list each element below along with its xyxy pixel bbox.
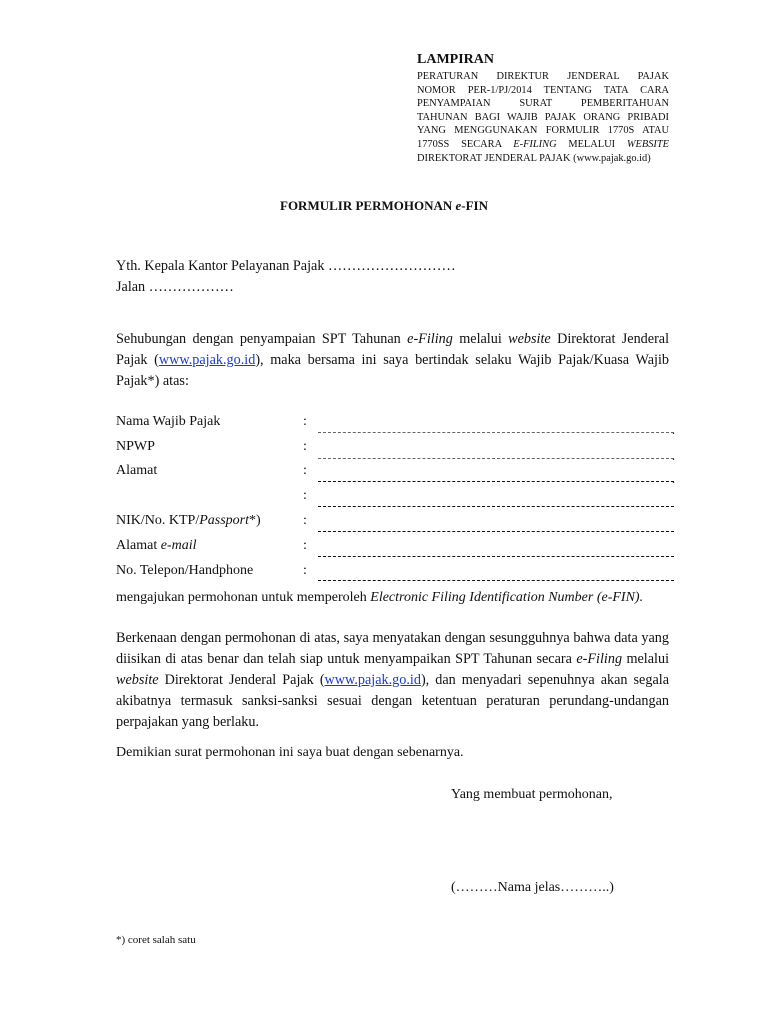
nik-input-line[interactable]	[318, 531, 674, 532]
signature-name-field[interactable]: (………Nama jelas………..)	[451, 880, 614, 895]
lampiran-line: TAHUNAN BAGI WAJIB PAJAK ORANG PRIBADI	[417, 111, 669, 123]
alamat-input-line-1[interactable]	[318, 481, 674, 482]
line-end-mark: .	[672, 449, 675, 463]
lampiran-line: PENYAMPAIAN SURAT PEMBERITAHUAN	[417, 98, 669, 110]
lampiran-line: NOMOR PER-1/PJ/2014 TENTANG TATA CARA	[417, 84, 669, 96]
field-label-npwp: NPWP	[116, 439, 155, 454]
request-sentence: mengajukan permohonan untuk memperoleh Electronic Filing Identification Number (e-FIN).	[116, 590, 644, 605]
colon: :	[303, 463, 307, 478]
email-input-line[interactable]	[318, 556, 674, 557]
lampiran-line: DIREKTORAT JENDERAL PAJAK (www.pajak.go.id)	[417, 152, 651, 164]
colon: :	[303, 488, 307, 503]
intro-paragraph: Sehubungan dengan penyampaian SPT Tahunan e-Filing melalui website Direktorat Jenderal Pajak (www.pajak.go.id), maka bersama ini saya bertindak selaku Wajib Pajak/Kuasa Wajib Pajak*) atas:	[116, 331, 670, 389]
colon: :	[303, 414, 307, 429]
lampiran-body	[417, 70, 669, 165]
alamat-input-line-2[interactable]	[318, 506, 674, 507]
declaration-paragraph: Berkenaan dengan permohonan di atas, saya menyatakan dengan sesungguhnya bahwa data yang diisikan di atas benar dan telah siap untuk menyampaikan SPT Tahunan secara e-Filing melalui website Direktorat Jenderal Pajak (www.pajak.go.id), dan menyadari sepenuhnya akan segala akibatnya termasuk sanksi-sanksi sesuai dengan ketentuan peraturan perundang-undangan perpajakan yang berlaku.	[116, 630, 670, 730]
line-end-mark: .	[672, 472, 675, 486]
lampiran-title: LAMPIRAN	[417, 52, 494, 67]
nama-input-line[interactable]	[318, 432, 674, 433]
npwp-input-line[interactable]	[318, 458, 674, 459]
field-label-email: Alamat e-mail	[116, 538, 197, 553]
telepon-input-line[interactable]	[318, 580, 674, 581]
line-end-mark: .	[672, 423, 675, 437]
field-label-telepon: No. Telepon/Handphone	[116, 563, 254, 578]
footnote: *) coret salah satu	[116, 934, 196, 946]
colon: :	[303, 439, 307, 454]
closing-sentence: Demikian surat permohonan ini saya buat dengan sebenarnya.	[116, 745, 464, 760]
signature-label: Yang membuat permohonan,	[451, 787, 613, 802]
pajak-website-link[interactable]: www.pajak.go.id	[324, 672, 421, 688]
lampiran-line-mixed: 1770SS SECARA E-FILING MELALUI WEBSITE	[417, 138, 669, 150]
colon: :	[303, 563, 307, 578]
recipient-address	[116, 256, 456, 298]
lampiran-line: PERATURAN DIREKTUR JENDERAL PAJAK	[417, 71, 669, 82]
address-line-kpp: Yth. Kepala Kantor Pelayanan Pajak ………………………	[116, 258, 456, 274]
field-label-nama: Nama Wajib Pajak	[116, 414, 221, 429]
field-label-nik: NIK/No. KTP/Passport*)	[116, 513, 261, 528]
lampiran-line: YANG MENGGUNAKAN FORMULIR 1770S ATAU	[417, 125, 669, 137]
address-line-jalan: Jalan ………………	[116, 279, 234, 295]
pajak-website-link[interactable]: www.pajak.go.id	[158, 352, 256, 368]
form-title: FORMULIR PERMOHONAN e-FIN	[280, 198, 488, 213]
colon: :	[303, 538, 307, 553]
field-label-alamat: Alamat	[116, 463, 158, 478]
colon: :	[303, 513, 307, 528]
